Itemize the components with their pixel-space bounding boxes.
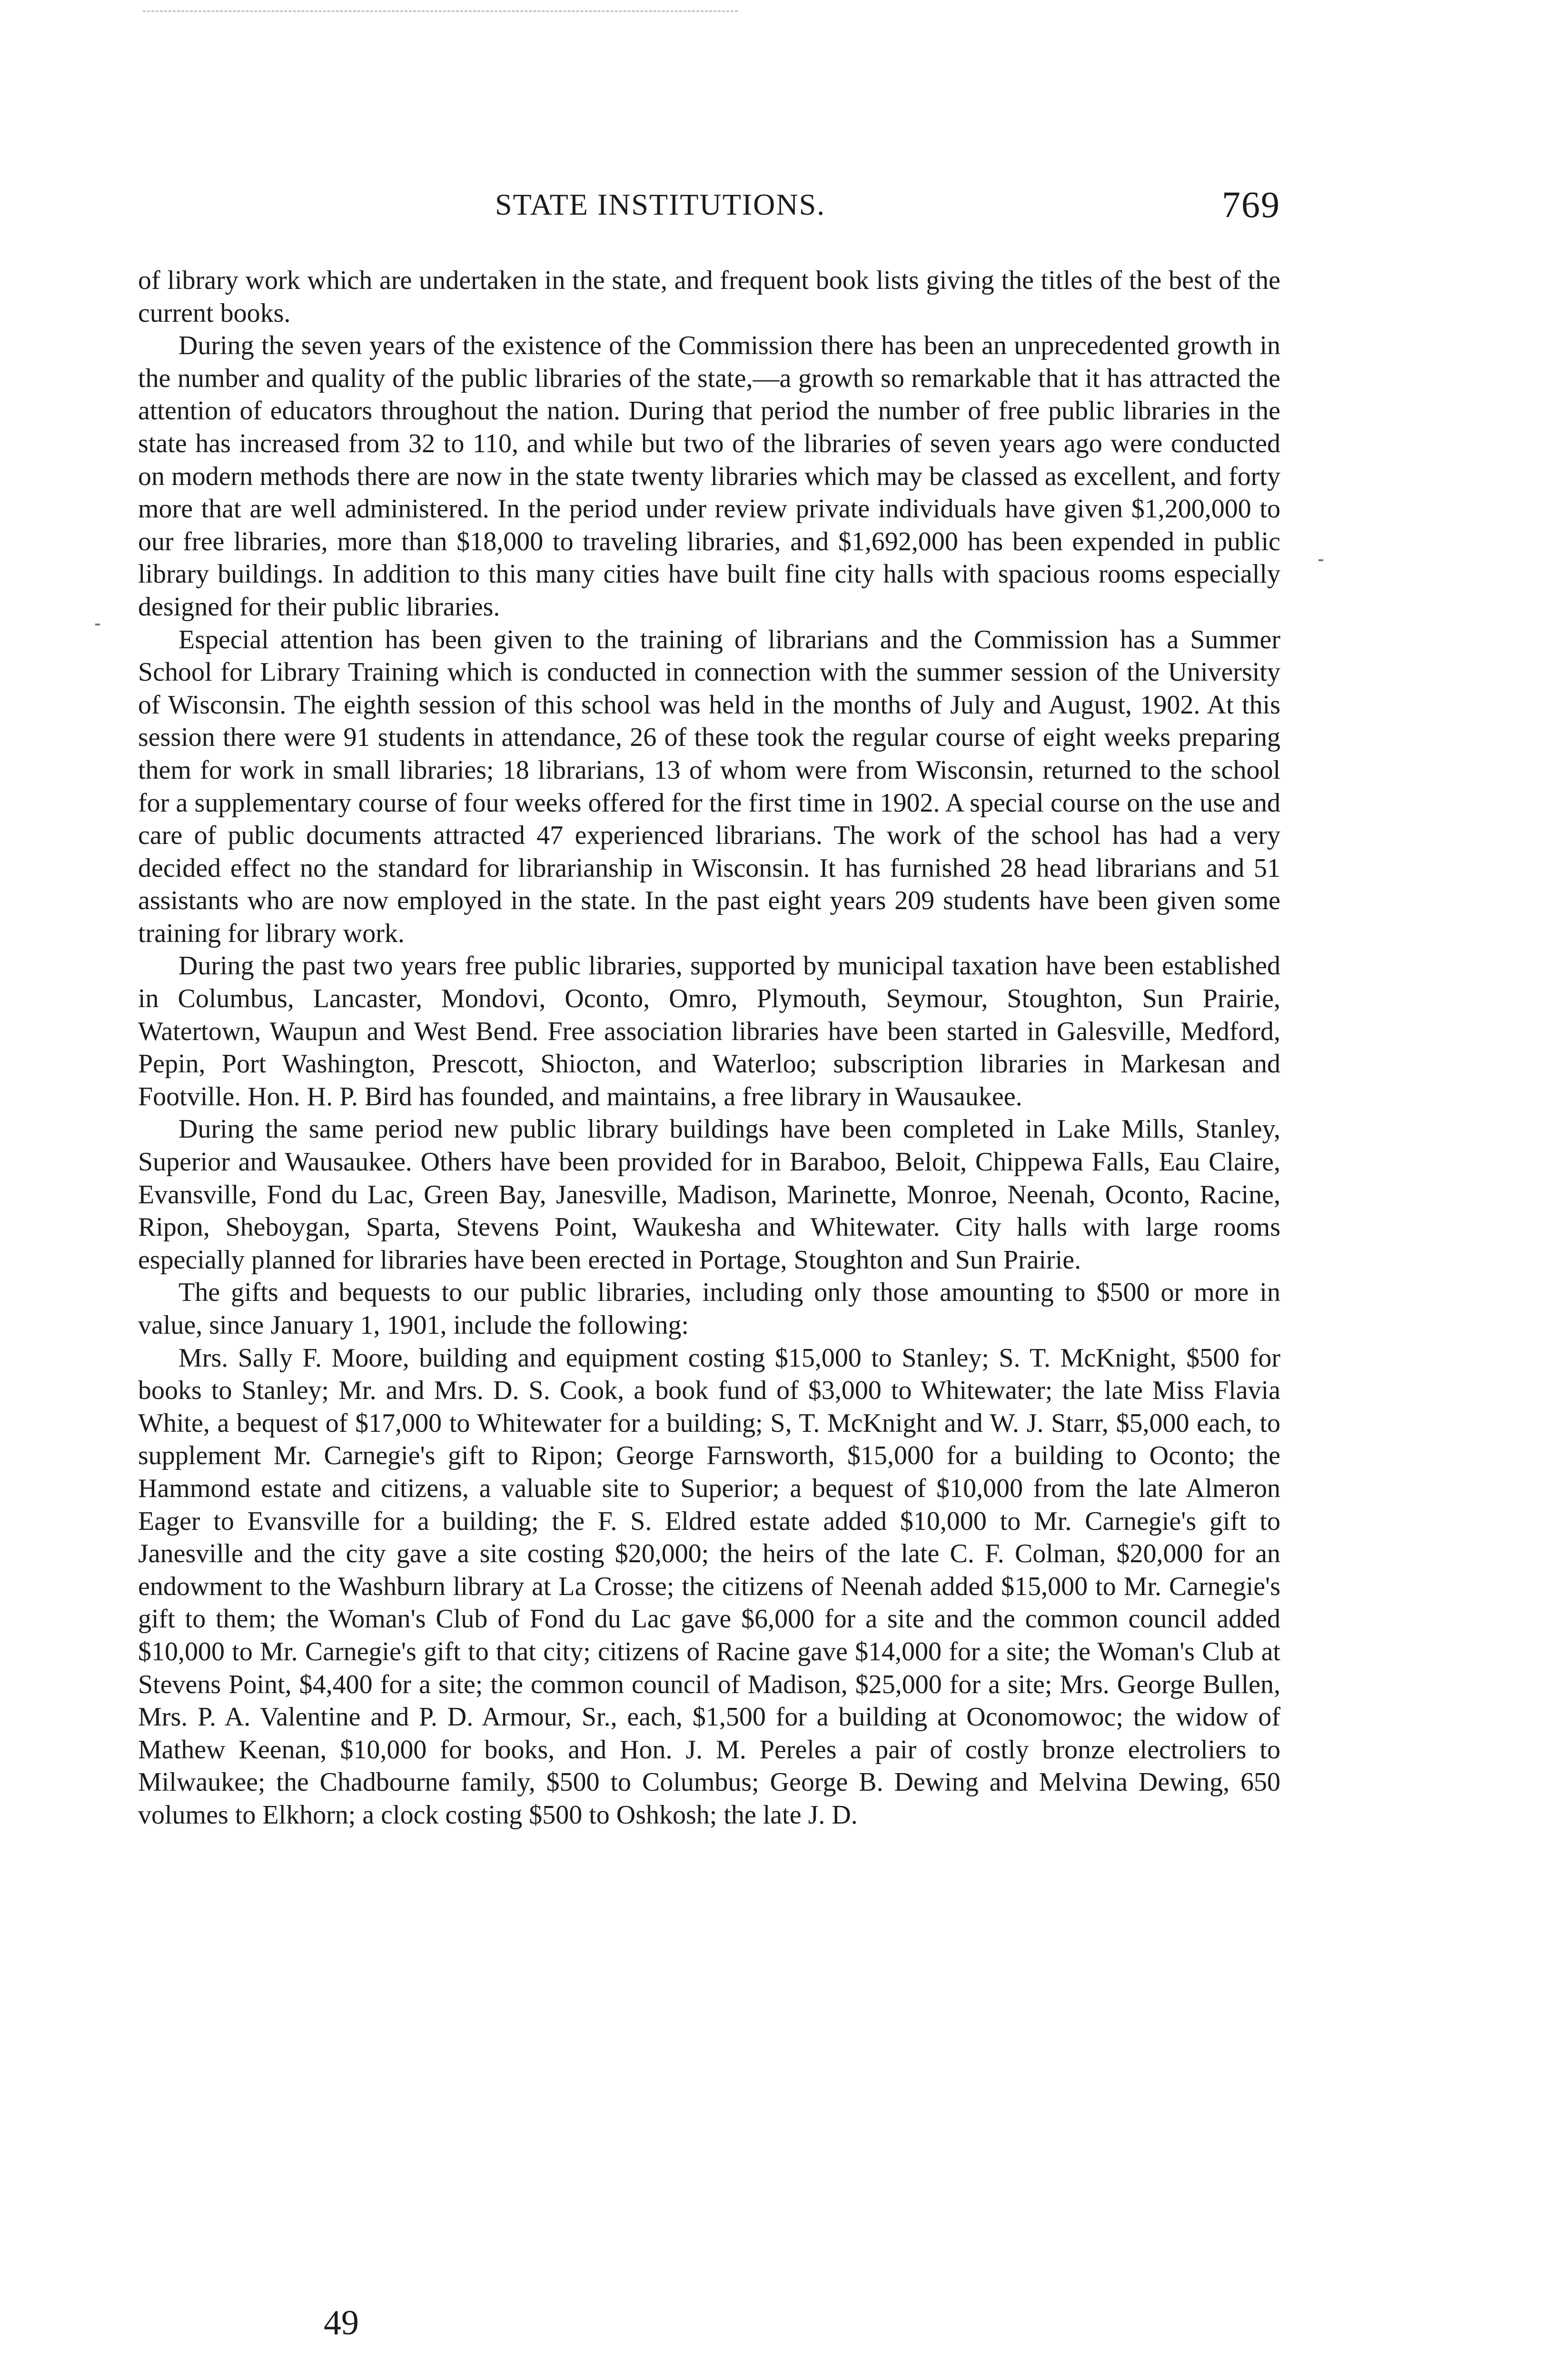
signature-mark: 49 bbox=[324, 2303, 359, 2342]
running-header bbox=[495, 183, 1280, 226]
paragraph-library-buildings: During the same period new public library buildings have been completed in Lake Mills, Stanley, Superior and Wausaukee. Others have been provided for in Baraboo, Beloit, Chippewa Falls, Eau Claire, Evansville, Fond du Lac, Green Bay, Janesville, Madison, Marinette, Monroe, Neenah, Oconto, Racine, Ripon, Sheboygan, Sparta, Stevens Point, Waukesha and Whitewater. City halls with large rooms especially planned for libraries have been erected in Portage, Stoughton and Sun Prairie. bbox=[138, 1114, 1280, 1275]
top-edge-rule bbox=[143, 10, 738, 12]
page-number: 769 bbox=[1222, 184, 1280, 225]
paragraph-gifts-list: Mrs. Sally F. Moore, building and equipment costing $15,000 to Stanley; S. T. McKnight, $500 for books to Stanley; Mr. and Mrs. D. S. Cook, a book fund of $3,000 to Whitewater; the late Miss Flavia White, a bequest of $17,000 to Whitewater for a building; S, T. McKnight and W. J. Starr, $5,000 each, to supplement Mr. Carnegie's gift to Ripon; George Farnsworth, $15,000 for a building to Oconto; the Hammond estate and citizens, a valuable site to Superior; a bequest of $10,000 from the late Almeron Eager to Evansville for a building; the F. S. Eldred estate added $10,000 to Mr. Carnegie's gift to Janesville and the city gave a site costing $20,000; the heirs of the late C. F. Colman, $20,000 for an endowment to the Washburn library at La Crosse; the citizens of Neenah added $15,000 to Mr. Carnegie's gift to them; the Woman's Club of Fond du Lac gave $6,000 for a site and the common council added $10,000 to Mr. Carnegie's gift to that city; citizens of Racine gave $14,000 for a site; the Woman's Club at Stevens Point, $4,400 for a site; the common council of Madison, $25,000 for a site; Mrs. George Bullen, Mrs. P. A. Valentine and P. D. Armour, Sr., each, $1,500 for a building at Oconomowoc; the widow of Mathew Keenan, $10,000 for books, and Hon. J. M. Pereles a pair of costly bronze electroliers to Milwaukee; the Chadbourne family, $500 to Columbus; George B. Dewing and Melvina Dewing, 650 volumes to Elkhorn; a clock costing $500 to Oshkosh; the late J. D. bbox=[138, 1343, 1280, 1830]
body-text bbox=[138, 264, 1280, 1832]
paragraph-new-libraries: During the past two years free public libraries, supported by municipal taxation have been established in Columbus, Lancaster, Mondovi, Oconto, Omro, Plymouth, Seymour, Stoughton, Sun Prairie, Watertown, Waupun and West Bend. Free association libraries have been started in Galesville, Medford, Pepin, Port Washington, Prescott, Shiocton, and Waterloo; subscription libraries in Markesan and Footville. Hon. H. P. Bird has founded, and maintains, a free library in Wausaukee. bbox=[138, 951, 1280, 1111]
running-title: STATE INSTITUTIONS. bbox=[495, 188, 826, 221]
paragraph-commission-growth: During the seven years of the existence of the Commission there has been an unprecedented growth in the number and quality of the public libraries of the state,—a growth so remarkable that it has attracted the attention of educators throughout the nation. During that period the number of free public libraries in the state has increased from 32 to 110, and while but two of the libraries of seven years ago were conducted on modern methods there are now in the state twenty libraries which may be classed as excellent, and forty more that are well administered. In the period under review private individuals have given $1,200,000 to our free libraries, more than $18,000 to traveling libraries, and $1,692,000 has been expended in public library buildings. In addition to this many cities have built fine city halls with spacious rooms especially designed for their public libraries. bbox=[138, 331, 1280, 622]
paragraph-continuation: of library work which are undertaken in the state, and frequent book lists giving the titles of the best of the current books. bbox=[138, 266, 1280, 328]
paragraph-gifts-intro: The gifts and bequests to our public libraries, including only those amounting to $500 or more in value, since January 1, 1901, include the following: bbox=[138, 1278, 1280, 1340]
paragraph-librarian-training: Especial attention has been given to the training of librarians and the Commission has a Summer School for Library Training which is conducted in connection with the summer session of the University of Wisconsin. The eighth session of this school was held in the months of July and August, 1902. At this session there were 91 students in attendance, 26 of these took the regular course of eight weeks preparing them for work in small libraries; 18 librarians, 13 of whom were from Wisconsin, returned to the school for a supplementary course of four weeks offered for the first time in 1902. A special course on the use and care of public documents attracted 47 experienced librarians. The work of the school has had a very decided effect no the standard for librarianship in Wisconsin. It has furnished 28 head librarians and 51 assistants who are now employed in the state. In the past eight years 209 students have been given some training for library work. bbox=[138, 625, 1280, 948]
margin-speck bbox=[95, 624, 100, 625]
margin-speck bbox=[1318, 559, 1323, 561]
